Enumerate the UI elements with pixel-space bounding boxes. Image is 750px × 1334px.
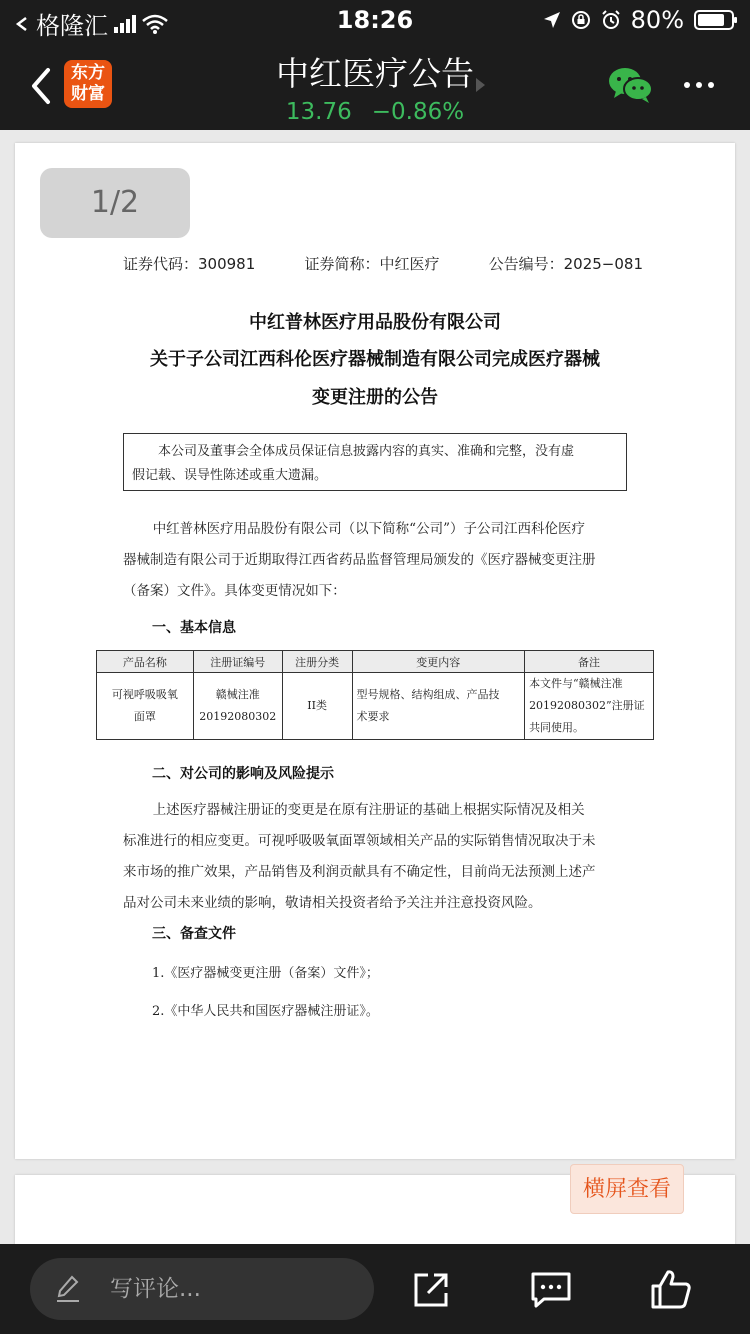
cell-change-l1: 型号规格、结构组成、产品技 — [356, 688, 500, 701]
logo-line1: 东方 — [71, 63, 105, 83]
clock: 18:26 — [336, 6, 414, 34]
notice-number: 公告编号：2025−081 — [488, 255, 643, 273]
more-icon[interactable] — [684, 82, 714, 88]
carrier-name: 格隆汇 — [36, 12, 108, 40]
impact-paragraph — [123, 795, 653, 919]
section-basic-info: 一、基本信息 — [152, 620, 236, 636]
wechat-icon[interactable] — [608, 66, 654, 104]
security-code: 证券代码：300981 — [123, 255, 256, 273]
location-icon — [543, 11, 561, 29]
intro-line2: 器械制造有限公司于近期取得江西省药品监督管理局颁发的《医疗器械变更注册 — [123, 552, 596, 568]
page-title: 中红医疗公告 — [276, 54, 474, 93]
cell-class: II类 — [282, 673, 352, 740]
reference-item-1: 1.《医疗器械变更注册（备案）文件》； — [152, 966, 379, 981]
battery-icon — [694, 10, 734, 30]
cell-change — [352, 673, 525, 740]
disclaimer-box — [123, 433, 627, 491]
section-references: 三、备查文件 — [152, 926, 236, 942]
cell-product-l1: 可视呼吸吸氧 — [111, 688, 178, 701]
pencil-icon — [56, 1275, 80, 1303]
cell-reg-l2: 20192080302 — [199, 710, 277, 723]
logo-line2: 财富 — [71, 84, 105, 104]
battery-percent: 80% — [630, 6, 684, 34]
cell-note — [525, 673, 654, 740]
th-note: 备注 — [525, 651, 654, 673]
cell-reg-no — [193, 673, 282, 740]
cell-change-l2: 术要求 — [356, 710, 390, 723]
impact-line3: 来市场的推广效果，产品销售及利润贡献具有不确定性，目前尚无法预测上述产 — [123, 864, 596, 880]
doc-title-line2: 关于子公司江西科伦医疗器械制造有限公司完成医疗器械 — [150, 349, 600, 370]
security-short-name: 证券简称：中红医疗 — [304, 255, 440, 273]
cell-note-l1: 本文件与“赣械注准 — [529, 677, 623, 690]
impact-line4: 品对公司未来业绩的影响，敬请相关投资者给予关注并注意投资风险。 — [123, 895, 542, 911]
title-arrow-icon — [476, 78, 485, 92]
comment-input[interactable]: 写评论... — [30, 1258, 374, 1320]
alarm-icon — [601, 10, 621, 30]
impact-line1: 上述医疗器械注册证的变更是在原有注册证的基础上根据实际情况及相关 — [152, 802, 585, 818]
cell-reg-l1: 赣械注准 — [215, 688, 260, 701]
impact-line2: 标准进行的相应变更。可视呼吸吸氧面罩领域相关产品的实际销售情况取决于未 — [123, 833, 596, 849]
intro-line1: 中红普林医疗用品股份有限公司（以下简称“公司”）子公司江西科伦医疗 — [152, 521, 585, 537]
th-product: 产品名称 — [97, 651, 194, 673]
th-reg-no: 注册证编号 — [193, 651, 282, 673]
info-table — [96, 650, 654, 740]
stock-change: −0.86% — [371, 99, 465, 125]
disclaimer-line1: 本公司及董事会全体成员保证信息披露内容的真实、准确和完整，没有虚 — [158, 444, 575, 459]
document-viewer[interactable] — [0, 130, 750, 1244]
stock-price: 13.76 — [285, 99, 352, 125]
status-bar — [0, 0, 750, 40]
th-change: 变更内容 — [352, 651, 525, 673]
reference-item-2: 2.《中华人民共和国医疗器械注册证》。 — [152, 1004, 379, 1019]
rotation-lock-icon — [571, 10, 591, 30]
cell-product — [97, 673, 194, 740]
battery-fill — [698, 14, 724, 26]
cell-note-l3: 共同使用。 — [529, 721, 585, 734]
cell-product-l2: 面罩 — [133, 710, 156, 723]
document-page-1 — [15, 143, 735, 1159]
page-indicator: 1/2 — [40, 168, 190, 238]
landscape-view-button[interactable]: 横屏查看 — [570, 1164, 684, 1214]
doc-title-line1: 中红普林医疗用品股份有限公司 — [249, 312, 501, 333]
status-right — [543, 6, 734, 34]
nav-bar — [0, 40, 750, 130]
cell-note-l2: 20192080302”注册证 — [529, 699, 645, 712]
th-class: 注册分类 — [282, 651, 352, 673]
disclaimer-line2: 假记载、误导性陈述或重大遗漏。 — [132, 468, 328, 483]
section-impact: 二、对公司的影响及风险提示 — [152, 766, 334, 782]
table-header-row — [97, 651, 654, 673]
bottom-bar — [0, 1244, 750, 1334]
comment-icon[interactable] — [530, 1271, 572, 1309]
intro-line3: （备案）文件》。具体变更情况如下： — [123, 583, 346, 599]
intro-paragraph — [123, 514, 653, 607]
like-icon[interactable] — [650, 1268, 692, 1310]
doc-meta — [123, 253, 643, 274]
share-icon[interactable] — [412, 1271, 450, 1309]
table-row — [97, 673, 654, 740]
doc-title-line3: 变更注册的公告 — [312, 387, 438, 408]
